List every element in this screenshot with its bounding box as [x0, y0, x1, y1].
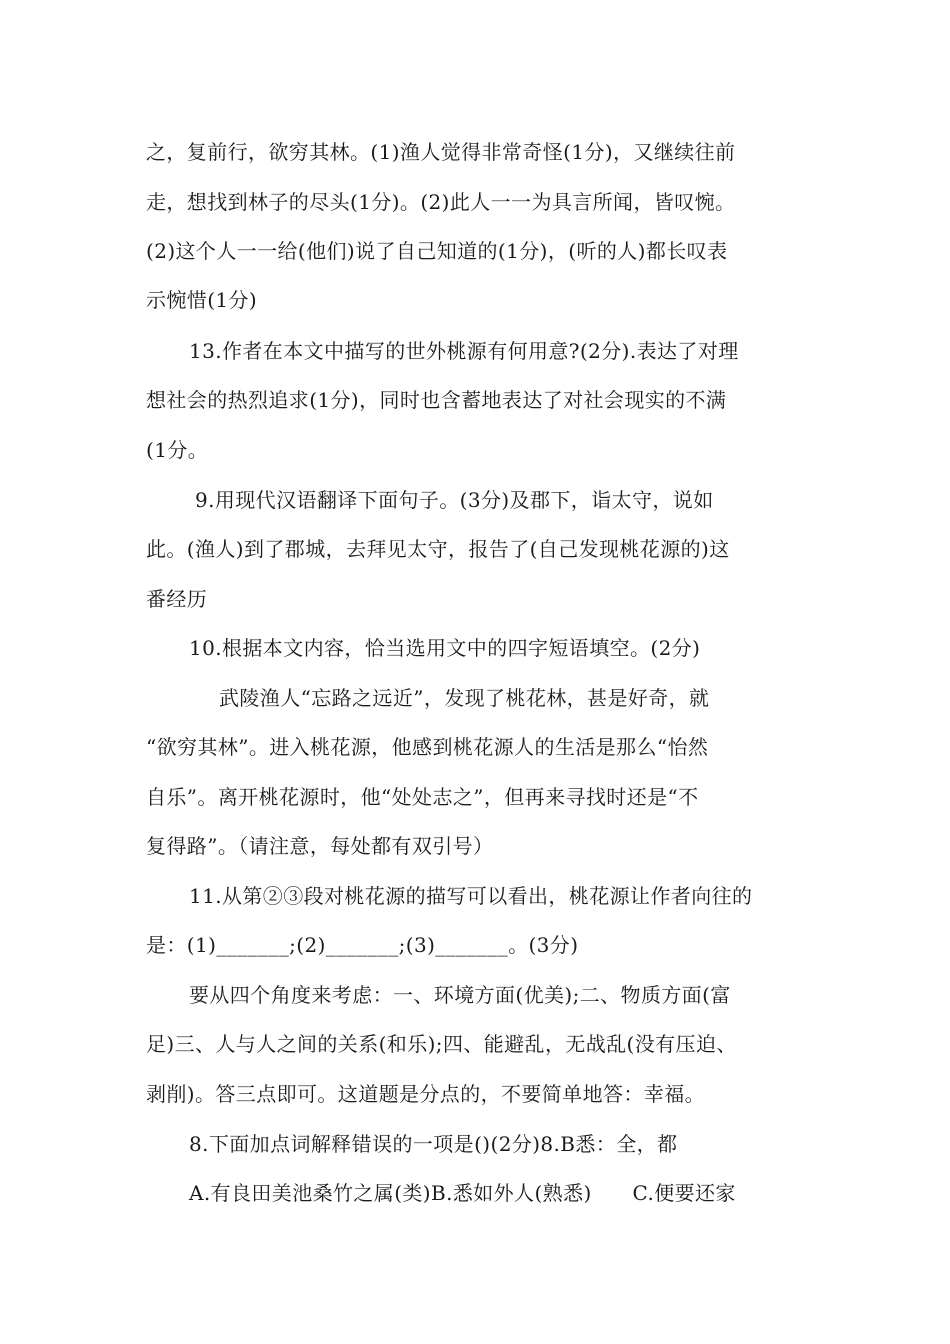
text-line: 足)三、人与人之间的关系(和乐);四、能避乱，无战乱(没有压迫、 [146, 1032, 737, 1056]
question-10: 10.根据本文内容，恰当选用文中的四字短语填空。(2分) [189, 636, 701, 660]
text-line: 番经历 [146, 587, 208, 611]
question-11: 11.从第②③段对桃花源的描写可以看出，桃花源让作者向往的 [189, 884, 753, 908]
text-line: 此。(渔人)到了郡城，去拜见太守，报告了(自己发现桃花源的)这 [146, 537, 730, 561]
text-line: A.有良田美池桑竹之属(类)B.悉如外人(熟悉) C.便要还家 [189, 1181, 736, 1205]
text-line: “欲穷其林”。进入桃花源，他感到桃花源人的生活是那么“怡然 [146, 735, 709, 759]
text-line: 武陵渔人“忘路之远近”，发现了桃花林，甚是好奇，就 [219, 686, 710, 710]
text-line: 要从四个角度来考虑：一、环境方面(优美);二、物质方面(富 [189, 983, 731, 1007]
text-line: 之，复前行，欲穷其林。(1)渔人觉得非常奇怪(1分)，又继续往前 [146, 140, 736, 164]
text-line: 复得路”。（请注意，每处都有双引号） [146, 834, 494, 858]
text-line: 剥削)。答三点即可。这道题是分点的，不要简单地答：幸福。 [146, 1082, 706, 1106]
text-line: 想社会的热烈追求(1分)，同时也含蓄地表达了对社会现实的不满 [146, 388, 727, 412]
question-13: 13.作者在本文中描写的世外桃源有何用意?(2分).表达了对理 [189, 339, 739, 363]
text-line: 走，想找到林子的尽头(1分)。(2)此人一一为具言所闻，皆叹惋。 [146, 190, 736, 214]
text-line: (2)这个人一一给(他们)说了自己知道的(1分)，(听的人)都长叹表 [146, 239, 728, 263]
text-line: 自乐”。离开桃花源时，他“处处志之”，但再来寻找时还是“不 [146, 785, 699, 809]
text-line: (1分。 [146, 438, 209, 462]
text-line: 示惋惜(1分) [146, 288, 258, 312]
question-9: 9.用现代汉语翻译下面句子。(3分)及郡下，诣太守，说如 [195, 488, 714, 512]
question-8: 8.下面加点词解释错误的一项是()(2分)8.B悉：全，都 [189, 1132, 678, 1156]
text-line: 是：(1)_______;(2)_______;(3)_______。(3分) [146, 933, 579, 957]
